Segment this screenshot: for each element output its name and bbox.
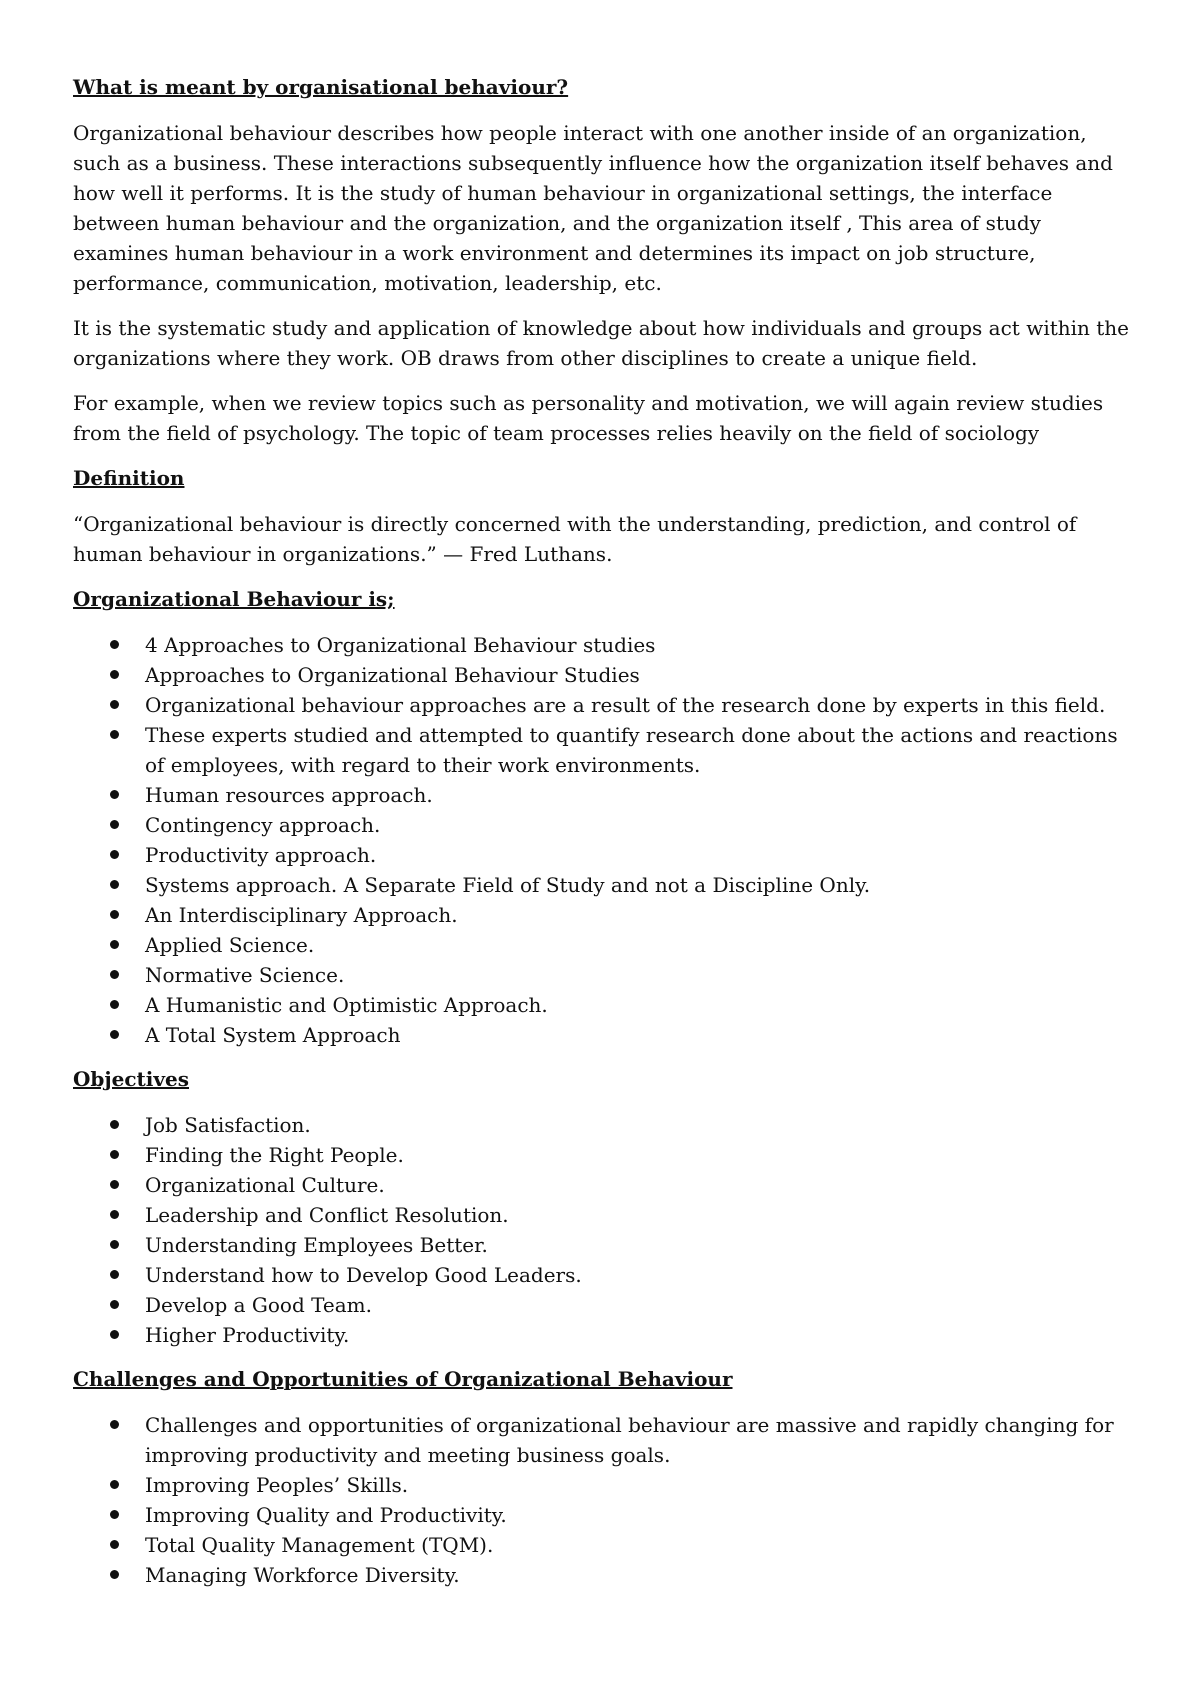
bullet-icon (110, 670, 119, 679)
bullet-icon (110, 1540, 119, 1549)
list-item-text: Total Quality Management (TQM). (145, 1533, 494, 1557)
list-item-text: Normative Science. (145, 963, 345, 987)
list-item-text: Challenges and opportunities of organizational behaviour are massive and rapidly changing for improving productivity and meeting business goals. (145, 1413, 1114, 1467)
bullet-icon (110, 1480, 119, 1489)
list-item-text: These experts studied and attempted to quantify research done about the actions and reactions of employees, with regard to their work environments. (145, 723, 1118, 777)
list-item (73, 780, 1140, 810)
list-item (73, 810, 1140, 840)
list-item (73, 900, 1140, 930)
list-item-text: A Humanistic and Optimistic Approach. (145, 993, 548, 1017)
intro-paragraph-1: Organizational behaviour describes how people interact with one another inside of an organization, such as a business. These interactions subsequently influence how the organization itself behaves and how well it performs. It is the study of human behaviour in organizational settings, the interface between human behaviour and the organization, and the organization itself , This area of study examines human behaviour in a work environment and determines its impact on job structure, performance, communication, motivation, leadership, etc. (73, 121, 1113, 295)
list-item (73, 1500, 1140, 1530)
bullet-icon (110, 730, 119, 739)
list-item (73, 1140, 1140, 1170)
list-item (73, 630, 1140, 660)
bullet-icon (110, 1270, 119, 1279)
definition-quote: “Organizational behaviour is directly concerned with the understanding, prediction, and control of human behaviour in organizations.” — Fred Luthans. (73, 512, 1077, 566)
list-item-text: Understand how to Develop Good Leaders. (145, 1263, 582, 1287)
list-item-text: Productivity approach. (145, 843, 377, 867)
objectives-list (73, 1110, 1140, 1350)
list-item-text: Improving Peoples’ Skills. (145, 1473, 409, 1497)
bullet-icon (110, 1330, 119, 1339)
ob-is-list (73, 630, 1140, 1050)
list-item (73, 660, 1140, 690)
bullet-icon (110, 640, 119, 649)
list-item-text: Systems approach. A Separate Field of Study and not a Discipline Only. (145, 873, 871, 897)
bullet-icon (110, 1000, 119, 1009)
bullet-icon (110, 850, 119, 859)
bullet-icon (110, 1300, 119, 1309)
challenges-list (73, 1410, 1140, 1590)
intro-paragraph-3: For example, when we review topics such as personality and motivation, we will again review studies from the field of psychology. The topic of team processes relies heavily on the field of sociology (73, 391, 1104, 445)
list-item-text: 4 Approaches to Organizational Behaviour studies (145, 633, 656, 657)
list-item (73, 1200, 1140, 1230)
list-item (73, 1170, 1140, 1200)
list-item-text: Leadership and Conflict Resolution. (145, 1203, 509, 1227)
list-item-text: Improving Quality and Productivity. (145, 1503, 507, 1527)
list-item (73, 1260, 1140, 1290)
list-item (73, 1560, 1140, 1590)
list-item-text: An Interdisciplinary Approach. (145, 903, 458, 927)
bullet-icon (110, 1210, 119, 1219)
list-item (73, 1290, 1140, 1320)
list-item (73, 930, 1140, 960)
list-item-text: A Total System Approach (145, 1023, 401, 1047)
list-item (73, 720, 1140, 780)
list-item (73, 1470, 1140, 1500)
list-item (73, 990, 1140, 1020)
list-item (73, 1110, 1140, 1140)
bullet-icon (110, 910, 119, 919)
list-item-text: Organizational Culture. (145, 1173, 385, 1197)
bullet-icon (110, 1420, 119, 1429)
list-item-text: Develop a Good Team. (145, 1293, 372, 1317)
list-item (73, 1230, 1140, 1260)
list-item (73, 1410, 1140, 1470)
heading-what-is-ob: What is meant by organisational behaviour? (73, 75, 569, 99)
intro-paragraph-2: It is the systematic study and application of knowledge about how individuals and groups act within the organizations where they work. OB draws from other disciplines to create a unique field. (73, 316, 1130, 370)
bullet-icon (110, 700, 119, 709)
list-item (73, 690, 1140, 720)
bullet-icon (110, 970, 119, 979)
list-item-text: Job Satisfaction. (145, 1113, 311, 1137)
bullet-icon (110, 1180, 119, 1189)
list-item-text: Human resources approach. (145, 783, 433, 807)
bullet-icon (110, 820, 119, 829)
list-item-text: Managing Workforce Diversity. (145, 1563, 460, 1587)
list-item (73, 870, 1140, 900)
list-item (73, 840, 1140, 870)
list-item (73, 1530, 1140, 1560)
list-item-text: Approaches to Organizational Behaviour Studies (145, 663, 640, 687)
bullet-icon (110, 1510, 119, 1519)
heading-ob-is: Organizational Behaviour is; (73, 587, 395, 611)
bullet-icon (110, 880, 119, 889)
heading-challenges: Challenges and Opportunities of Organizational Behaviour (73, 1367, 733, 1391)
bullet-icon (110, 1240, 119, 1249)
bullet-icon (110, 1150, 119, 1159)
list-item-text: Higher Productivity. (145, 1323, 350, 1347)
list-item (73, 1320, 1140, 1350)
bullet-icon (110, 1030, 119, 1039)
list-item-text: Organizational behaviour approaches are a result of the research done by experts in this field. (145, 693, 1106, 717)
bullet-icon (110, 790, 119, 799)
heading-definition: Definition (73, 466, 185, 490)
list-item (73, 960, 1140, 990)
list-item-text: Finding the Right People. (145, 1143, 404, 1167)
list-item-text: Understanding Employees Better. (145, 1233, 488, 1257)
bullet-icon (110, 940, 119, 949)
list-item (73, 1020, 1140, 1050)
list-item-text: Contingency approach. (145, 813, 381, 837)
heading-objectives: Objectives (73, 1067, 189, 1091)
bullet-icon (110, 1120, 119, 1129)
list-item-text: Applied Science. (145, 933, 315, 957)
bullet-icon (110, 1570, 119, 1579)
